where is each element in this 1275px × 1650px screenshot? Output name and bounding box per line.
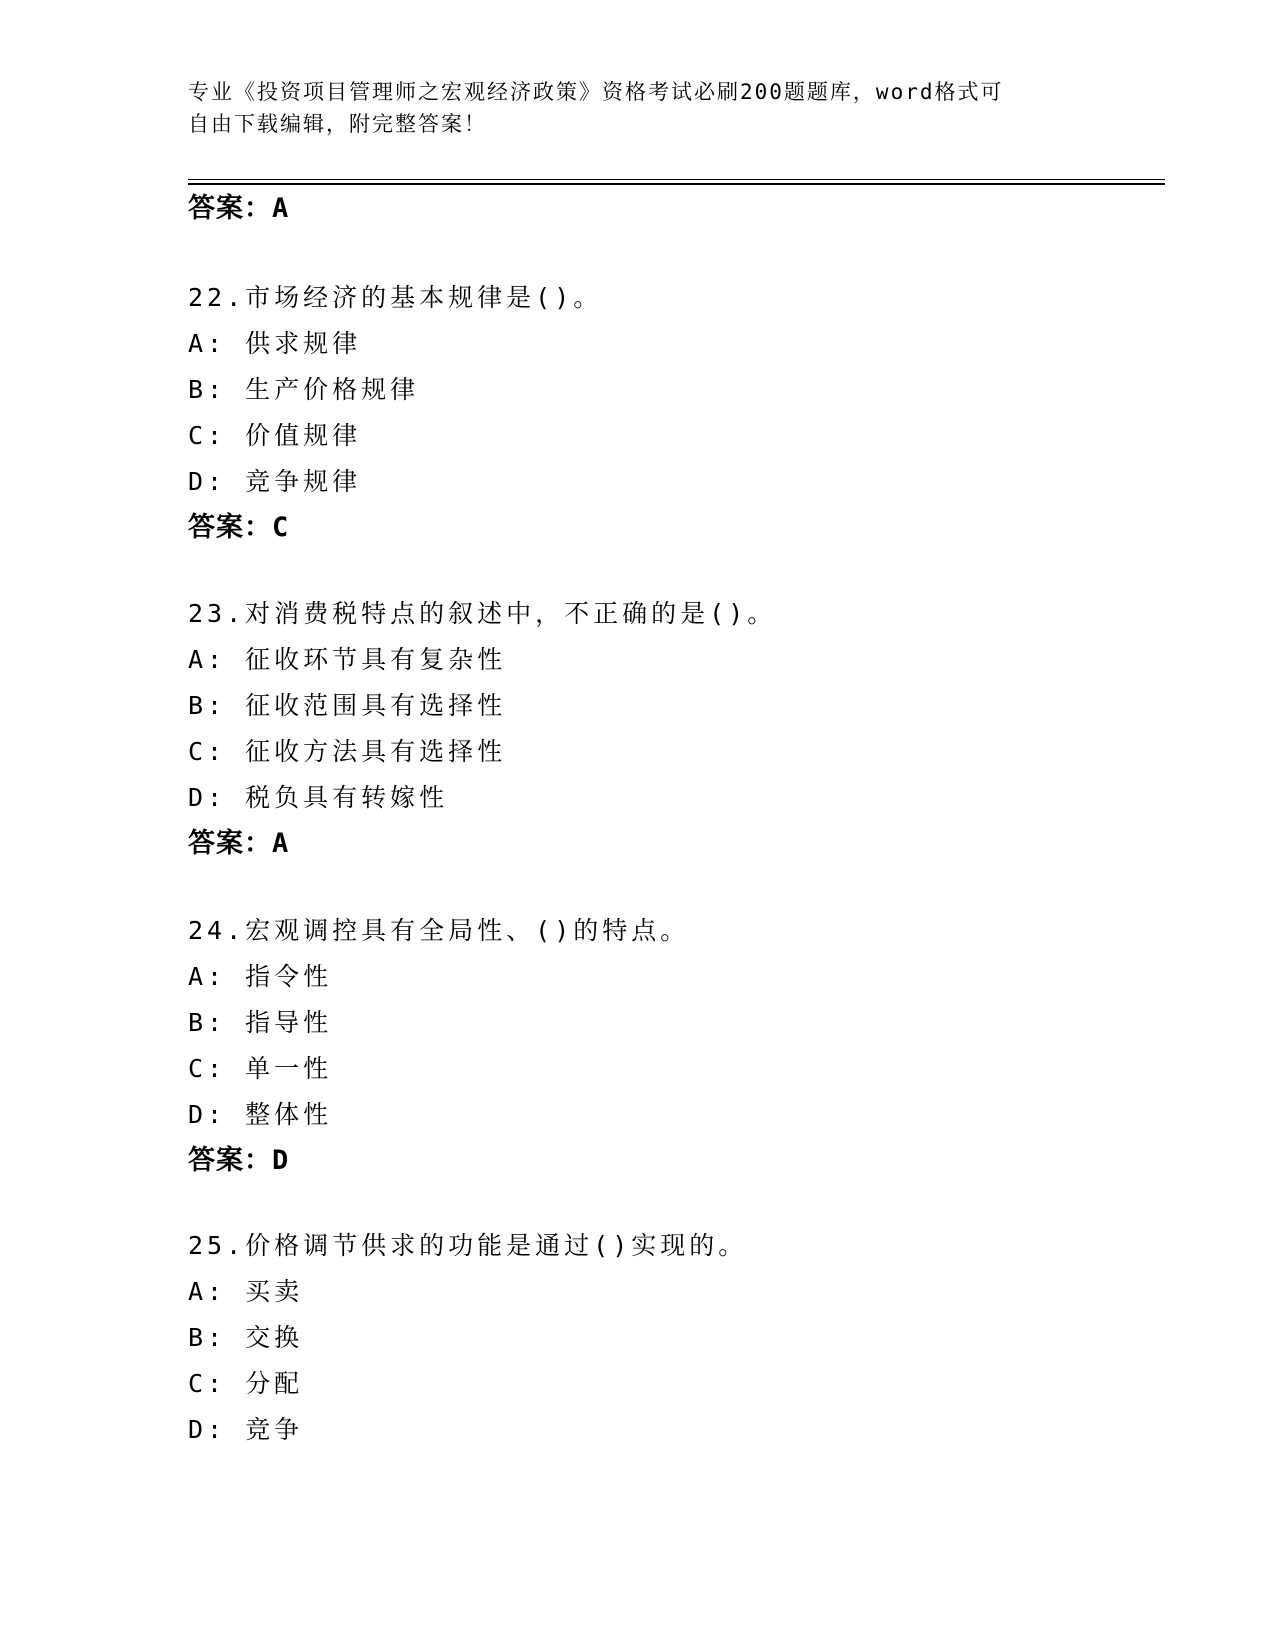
option-b: B: 征收范围具有选择性 [188,691,507,720]
document-header [188,76,1068,140]
option-c: C: 价值规律 [188,421,362,450]
header-divider-thick [188,183,1165,185]
option-c: C: 单一性 [188,1054,333,1083]
option-a: A: 征收环节具有复杂性 [188,645,507,674]
question-answer: 答案：D [188,1145,290,1176]
question-22 [188,282,1168,544]
question-stem: 22.市场经济的基本规律是()。 [188,283,603,312]
option-d: D: 整体性 [188,1100,333,1129]
question-24 [188,915,1168,1177]
question-stem: 25.价格调节供求的功能是通过()实现的。 [188,1231,748,1260]
question-answer: 答案：A [188,828,290,859]
option-b: B: 生产价格规律 [188,375,420,404]
option-c: C: 分配 [188,1369,304,1398]
option-d: D: 竞争 [188,1415,304,1444]
question-answer: 答案：C [188,512,290,543]
question-23 [188,598,1168,860]
option-d: D: 税负具有转嫁性 [188,783,449,812]
previous-answer: 答案：A [188,193,290,224]
option-b: B: 指导性 [188,1008,333,1037]
header-line-2: 自由下载编辑，附完整答案！ [188,112,487,136]
option-a: A: 供求规律 [188,329,362,358]
header-divider-thin [188,179,1165,180]
option-a: A: 买卖 [188,1277,304,1306]
option-b: B: 交换 [188,1323,304,1352]
question-stem: 23.对消费税特点的叙述中，不正确的是()。 [188,599,777,628]
question-stem: 24.宏观调控具有全局性、()的特点。 [188,916,690,945]
option-d: D: 竞争规律 [188,467,362,496]
question-25 [188,1230,1168,1460]
header-line-1: 专业《投资项目管理师之宏观经济政策》资格考试必刷200题题库，word格式可 [188,80,1004,104]
option-a: A: 指令性 [188,962,333,991]
option-c: C: 征收方法具有选择性 [188,737,507,766]
